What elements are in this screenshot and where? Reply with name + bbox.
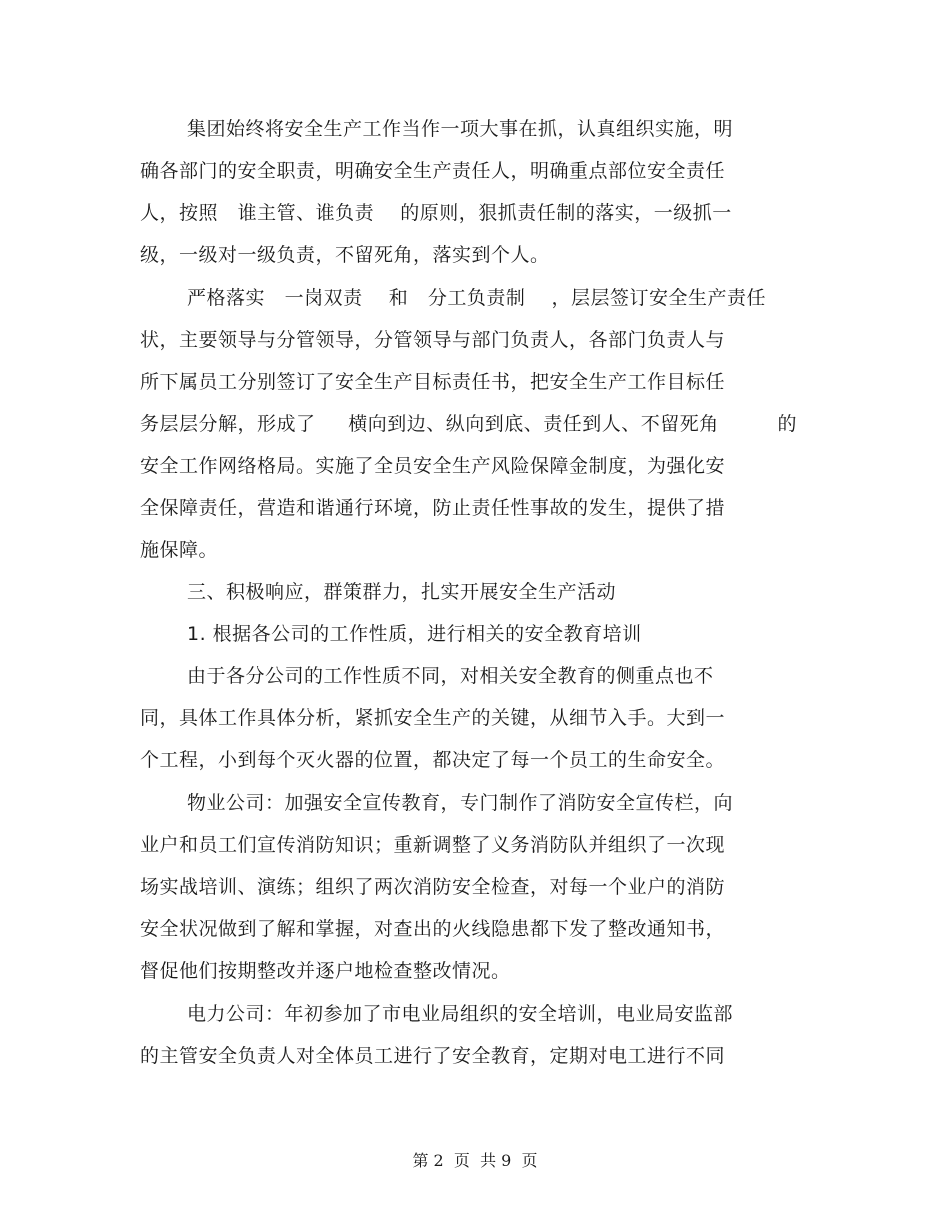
text-line: 场实战培训、演练；组织了两次消防安全检查，对每一个业户的消防 — [140, 876, 726, 898]
page-number-footer: 第 2 页 共 9 页 — [412, 1151, 538, 1170]
text-line: 集团始终将安全生产工作当作一项大事在抓，认真组织实施，明 — [187, 118, 734, 140]
text-line: 全保障责任，营造和谐通行环境，防止责任性事故的发生，提供了措 — [140, 497, 726, 519]
text-line: 物业公司：加强安全宣传教育，专门制作了消防安全宣传栏，向 — [187, 792, 734, 814]
text-line: 级，一级对一级负责，不留死角，落实到个人。 — [140, 244, 550, 266]
text-line: 确各部门的安全职责，明确安全生产责任人，明确重点部位安全责任 — [140, 160, 726, 182]
text-line: 同，具体工作具体分析，紧抓安全生产的关键，从细节入手。大到一 — [140, 707, 726, 729]
text-line: 所下属员工分别签订了安全生产目标责任书，把安全生产工作目标任 — [140, 371, 726, 393]
section-heading: 三、积极响应，群策群力，扎实开展安全生产活动 — [187, 581, 617, 603]
text-line: 业户和员工们宣传消防知识；重新调整了义务消防队并组织了一次现 — [140, 834, 726, 856]
text-line: 督促他们按期整改并逐户地检查整改情况。 — [140, 960, 511, 982]
text-line: 人，按照 谁主管、谁负责 的原则，狠抓责任制的落实，一级抓一 — [140, 202, 732, 224]
text-line: 由于各分公司的工作性质不同，对相关安全教育的侧重点也不 — [187, 665, 714, 687]
text-line: 安全状况做到了解和掌握，对查出的火线隐患都下发了整改通知书， — [140, 918, 726, 940]
text-line: 个工程，小到每个灭火器的位置，都决定了每一个员工的生命安全。 — [140, 749, 726, 771]
text-line: 施保障。 — [140, 539, 219, 561]
text-line: 电力公司：年初参加了市电业局组织的安全培训，电业局安监部 — [187, 1003, 734, 1025]
subsection-heading: 1. 根据各公司的工作性质，进行相关的安全教育培训 — [187, 623, 642, 645]
text-line: 务层层分解，形成了 横向到边、纵向到底、责任到人、不留死角 的 — [140, 413, 798, 435]
text-line: 状，主要领导与分管领导，分管领导与部门负责人，各部门负责人与 — [140, 329, 726, 351]
text-line: 安全工作网络格局。实施了全员安全生产风险保障金制度，为强化安 — [140, 455, 726, 477]
text-line: 的主管安全负责人对全体员工进行了安全教育，定期对电工进行不同 — [140, 1045, 726, 1067]
text-line: 严格落实 一岗双责 和 分工负责制 ，层层签订安全生产责任 — [187, 287, 767, 309]
